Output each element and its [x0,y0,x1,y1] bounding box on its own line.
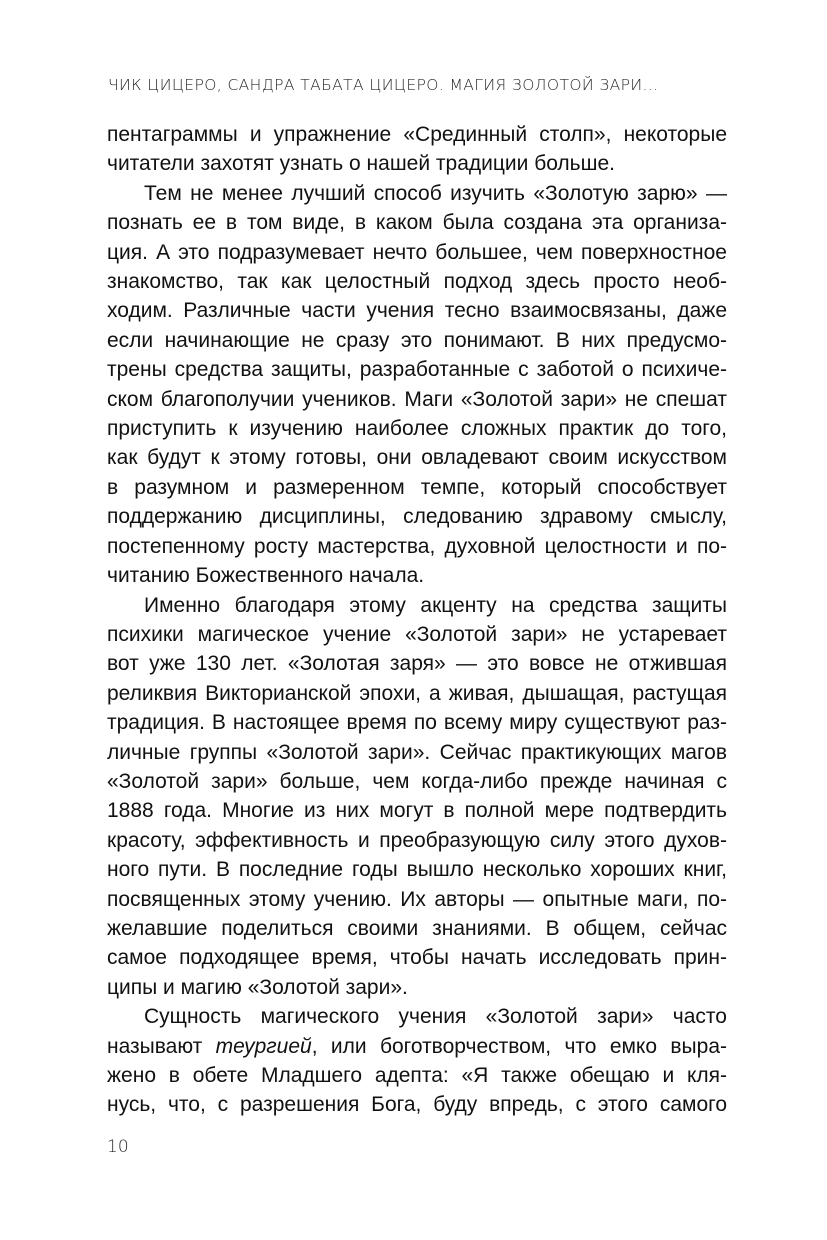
text-line: как будут к этому готовы, они овладевают своим искусством [107,446,727,470]
text-line: пентаграммы и упражнение «Срединный столп», некоторые [107,123,727,146]
text-line: личные группы «Золотой зари». Сейчас практикующих магов [107,740,727,764]
paragraph [107,120,727,179]
text-line: поддержанию дисциплины, следованию здравому смыслу, [107,505,727,529]
text-line: «Золотой зари» больше, чем когда-либо прежде начиная с [107,769,727,793]
text-line: психики магическое учение «Золотой зари» не устаревает [107,622,727,646]
italic-term: теургией [215,1034,312,1058]
paragraph [107,591,727,1003]
text-line: традиция. В настоящее время по всему миру существуют раз- [107,711,727,735]
text-line: красоту, эффективность и преобразующую силу этого духов- [107,828,727,852]
running-header: ЧИК ЦИЦЕРО, САНДРА ТАБАТА ЦИЦЕРО. МАГИЯ ЗОЛОТОЙ ЗАРИ... [108,76,659,94]
text-line: вот уже 130 лет. «Золотая заря» — это вовсе не отжившая [107,652,727,676]
text-line: читанию Божественного начала. [107,564,425,588]
text-line: познать ее в том виде, в каком была создана эта организа- [107,211,727,235]
text-line: самое подходящее время, чтобы начать исследовать прин- [107,946,727,970]
text-line: если начинающие не сразу это понимают. В них предусмо- [107,328,727,352]
text-line: ходим. Различные части учения тесно взаимосвязаны, даже [107,299,727,323]
text-line: желавшие поделиться своими знаниями. В общем, сейчас [107,916,727,940]
text-line: жено в обете Младшего адепта: «Я также обещаю и кля- [107,1064,727,1087]
paragraph [107,1002,727,1120]
text-line: ция. А это подразумевает нечто большее, чем поверхностное [107,240,727,264]
text-line: знакомство, так как целостный подход здесь просто необ- [107,270,727,294]
text-line: постепенному росту мастерства, духовной целостности и по- [107,534,727,558]
text-line-with-italic: называют теургией, или боготворчеством, что емко выра- [107,1034,727,1058]
page-number: 10 [107,1137,129,1157]
text-line: Тем не менее лучший способ изучить «Золотую зарю» — [144,181,727,205]
text-line: 1888 года. Многие из них могут в полной мере подтвердить [107,799,727,823]
text-line: реликвия Викторианской эпохи, а живая, дышащая, растущая [107,681,727,705]
text-line: читатели захотят узнать о нашей традиции больше. [107,152,615,176]
text-line: трены средства защиты, разработанные с заботой о психиче- [107,358,727,382]
text-line: ного пути. В последние годы вышло несколько хороших книг, [107,858,727,882]
text-line: нусь, что, с разрешения Бога, буду впредь, с этого самого [107,1093,727,1117]
body-text [107,120,727,1120]
text-line: ском благополучии учеников. Маги «Золотой зари» не спешат [107,387,727,411]
text-line: в разумном и размеренном темпе, который способствует [107,475,727,499]
text-line: ципы и магию «Золотой зари». [107,975,408,999]
paragraph [107,179,727,591]
text-line: Сущность магического учения «Золотой зари» часто [144,1005,727,1029]
text-line: приступить к изучению наиболее сложных практик до того, [107,417,727,441]
text-line: посвященных этому учению. Их авторы — опытные маги, по- [107,887,727,911]
text-line: Именно благодаря этому акценту на средства защиты [144,593,727,617]
